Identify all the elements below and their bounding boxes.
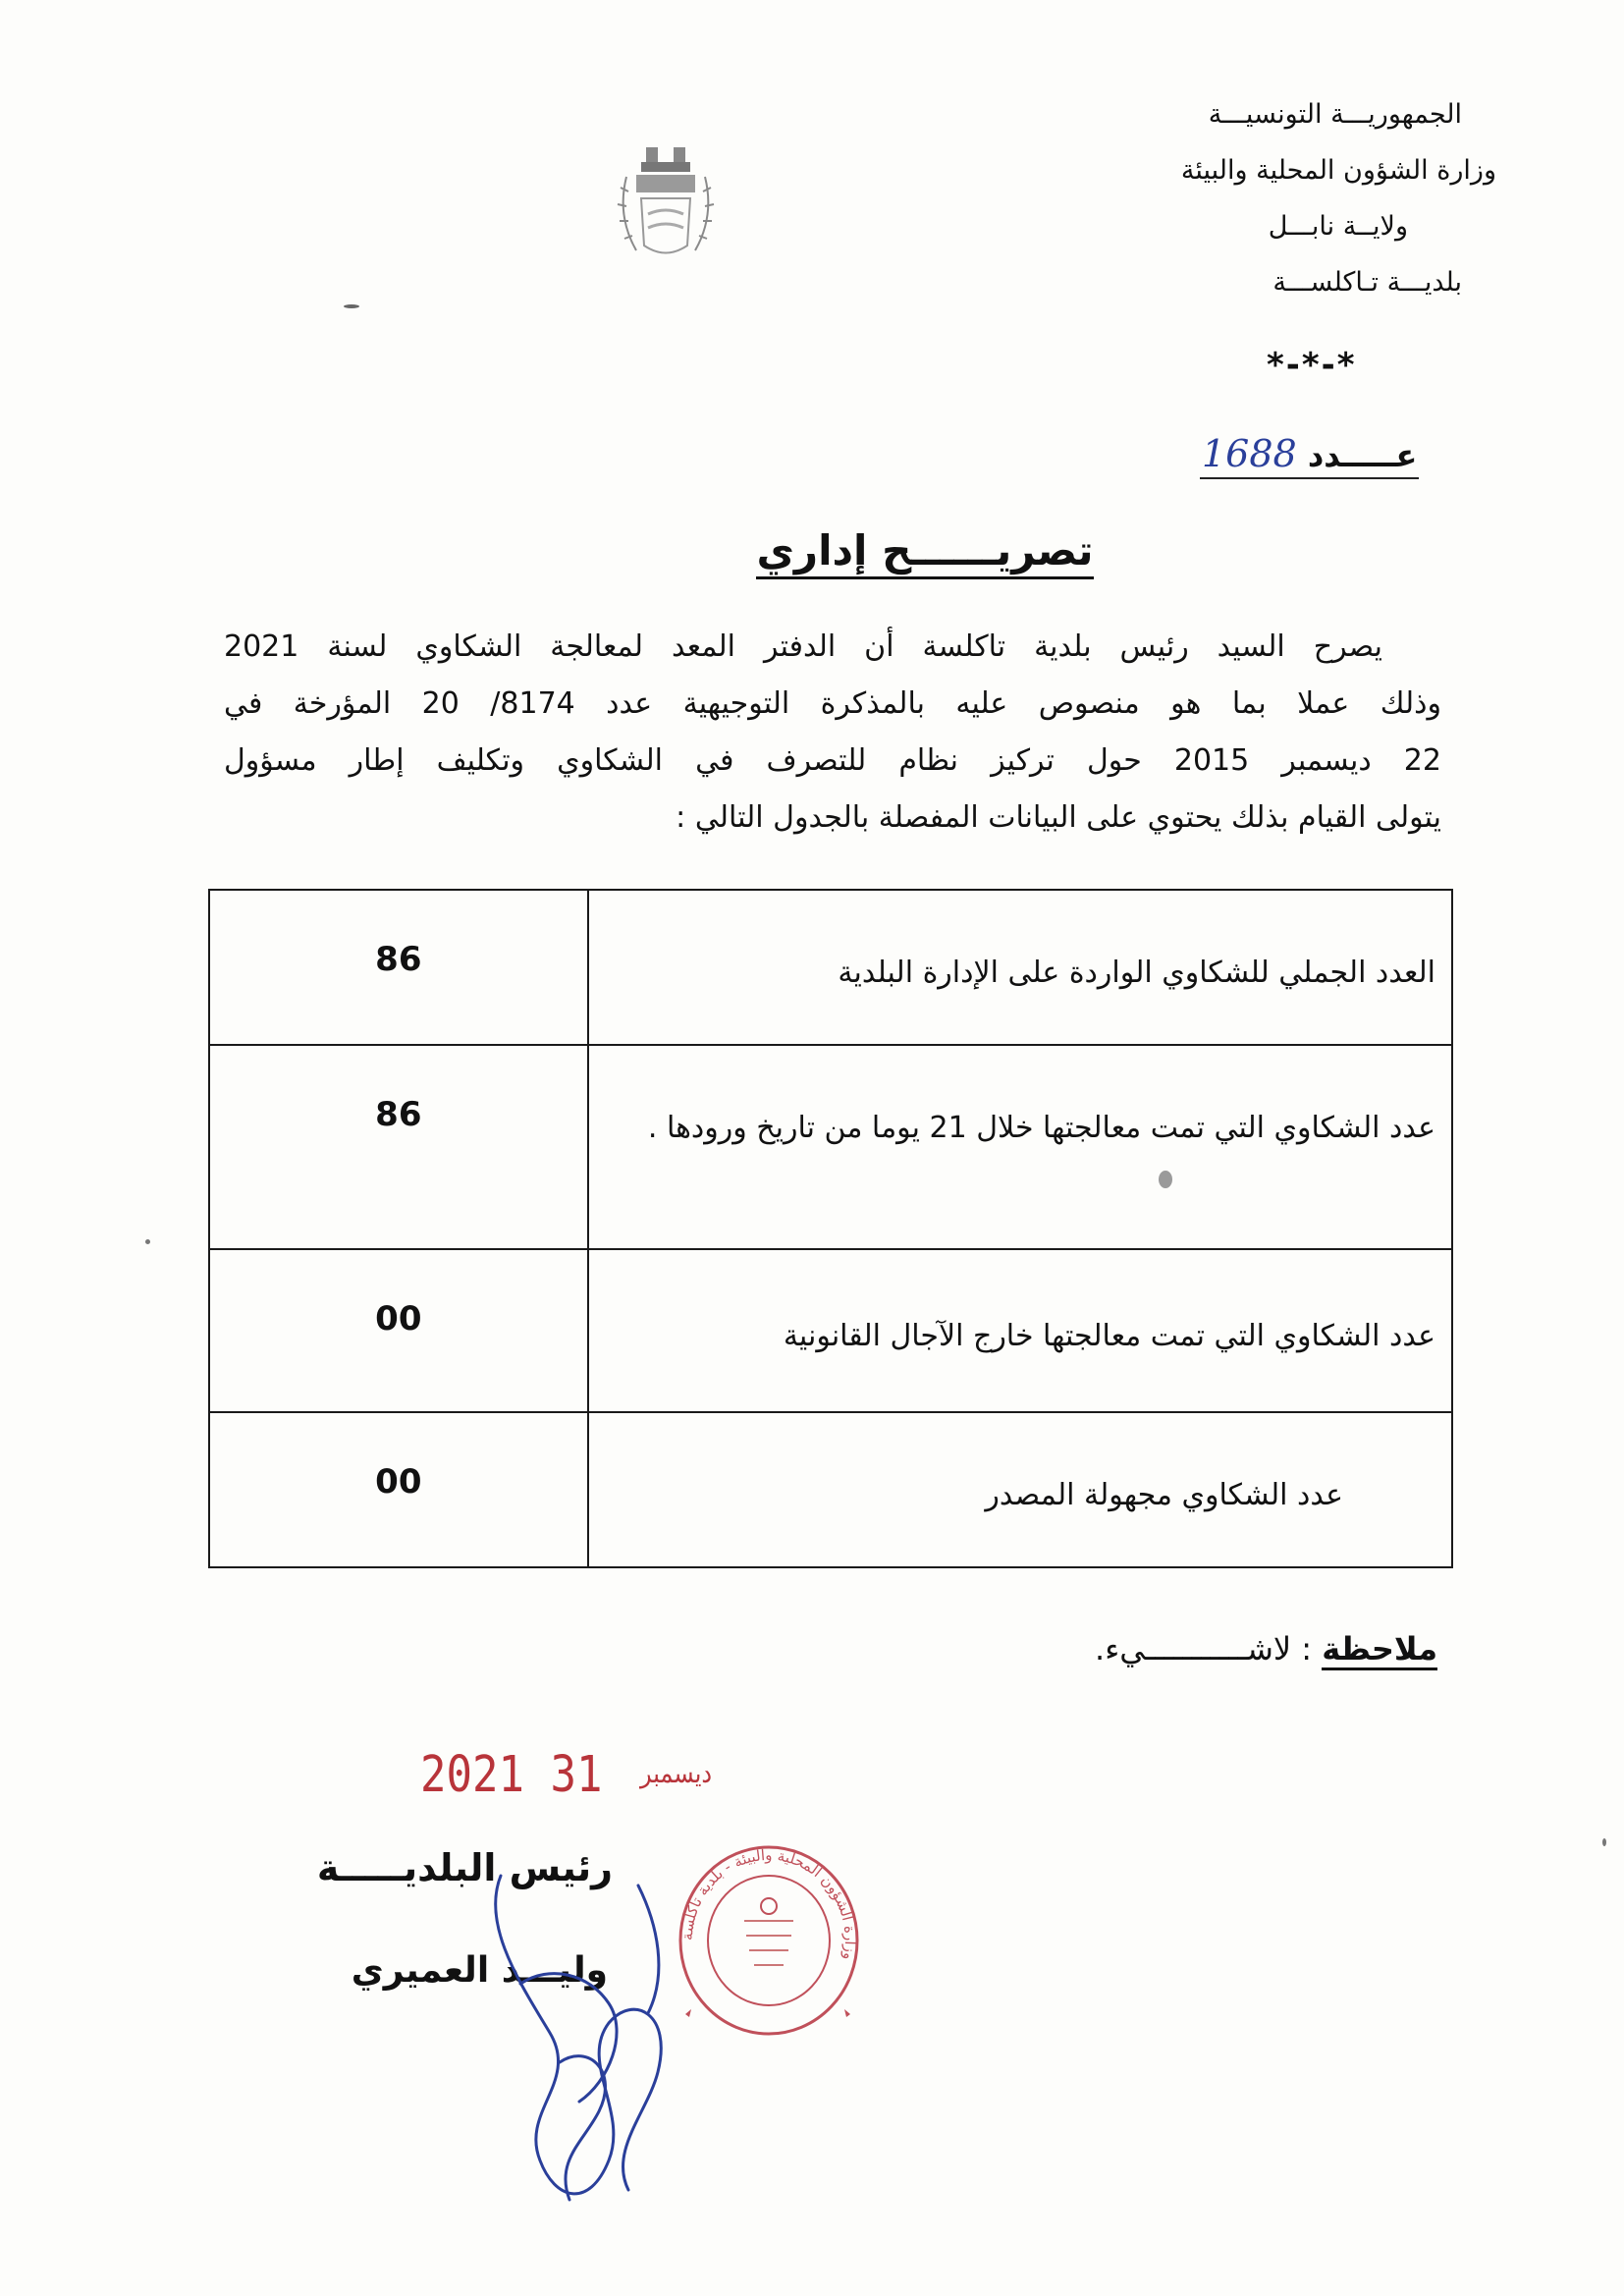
table-cell-value: 00: [209, 1412, 588, 1567]
table-cell-value: 00: [209, 1249, 588, 1412]
table-cell-value: 86: [209, 1045, 588, 1249]
note: [1095, 1630, 1437, 1667]
handwritten-signature-icon: [461, 1866, 717, 2219]
governorate-name: ولايــة نابـــل: [1268, 211, 1408, 242]
table-cell-value: 86: [209, 890, 588, 1045]
reference-prefix: عـــــدد: [1307, 437, 1418, 474]
signatory-name: وليـــد العميري: [351, 1950, 608, 1991]
scan-speck: [1602, 1838, 1606, 1846]
date-day: 31: [550, 1746, 603, 1804]
table-row: [209, 1412, 1452, 1567]
date-year: 2021: [420, 1746, 524, 1804]
reference-handwritten-number: 1688: [1202, 432, 1297, 475]
ministry-name: وزارة الشؤون المحلية والبيئة: [1180, 155, 1496, 186]
letterhead-separator: *-*-*: [1267, 346, 1357, 385]
table-cell-label: العدد الجملي للشكاوي الواردة على الإدارة البلدية: [588, 890, 1452, 1045]
signatory-title: رئيس البلديـــــة: [316, 1846, 613, 1889]
seal-text: وزارة الشؤون المحلية والبيئة - بلدية تاكلسة: [677, 1845, 860, 1962]
document-title: تصريــــــح إداري: [0, 526, 1624, 574]
republic-name: الجمهوريـــة التونسيـــة: [1208, 99, 1462, 130]
date-month: ديسمبر: [639, 1757, 713, 1789]
paragraph-line: وذلك عملا بما هو منصوص عليه بالمذكرة التوجيهية عدد 8174/ 20 المؤرخة في: [224, 686, 1441, 721]
republic-emblem-icon: [607, 137, 725, 270]
paragraph-line: يصرح السيد رئيس بلدية تاكلسة أن الدفتر المعد لمعالجة الشكاوي لسنة 2021: [224, 629, 1382, 664]
table-cell-label: عدد الشكاوي التي تمت معالجتها خارج الآجال القانونية: [588, 1249, 1452, 1412]
complaints-table: [208, 889, 1453, 1568]
paragraph-line: يتولى القيام بذلك يحتوي على البيانات المفصلة بالجدول التالي :: [676, 800, 1441, 835]
date-stamp: [420, 1746, 724, 1804]
table-cell-label: عدد الشكاوي مجهولة المصدر: [588, 1412, 1452, 1567]
table-row: [209, 1249, 1452, 1412]
note-text: : لاشـــــــــــيء.: [1095, 1630, 1313, 1667]
table-row: [209, 1045, 1452, 1249]
declaration-paragraph: [224, 619, 1441, 847]
letterhead: [1035, 86, 1496, 310]
scan-speck: [145, 1239, 150, 1244]
table-cell-label: عدد الشكاوي التي تمت معالجتها خلال 21 يوما من تاريخ ورودها .: [588, 1045, 1452, 1249]
table-row: [209, 890, 1452, 1045]
scan-speck: [1159, 1171, 1172, 1188]
reference-number: [1200, 432, 1419, 479]
scan-speck: [344, 304, 359, 308]
note-label: ملاحظة: [1322, 1630, 1437, 1670]
paragraph-line: 22 ديسمبر 2015 حول تركيز نظام للتصرف في الشكاوي وتكليف إطار مسؤول: [224, 743, 1441, 778]
municipality-name: بلديـــة تـاكلســـة: [1272, 267, 1462, 298]
